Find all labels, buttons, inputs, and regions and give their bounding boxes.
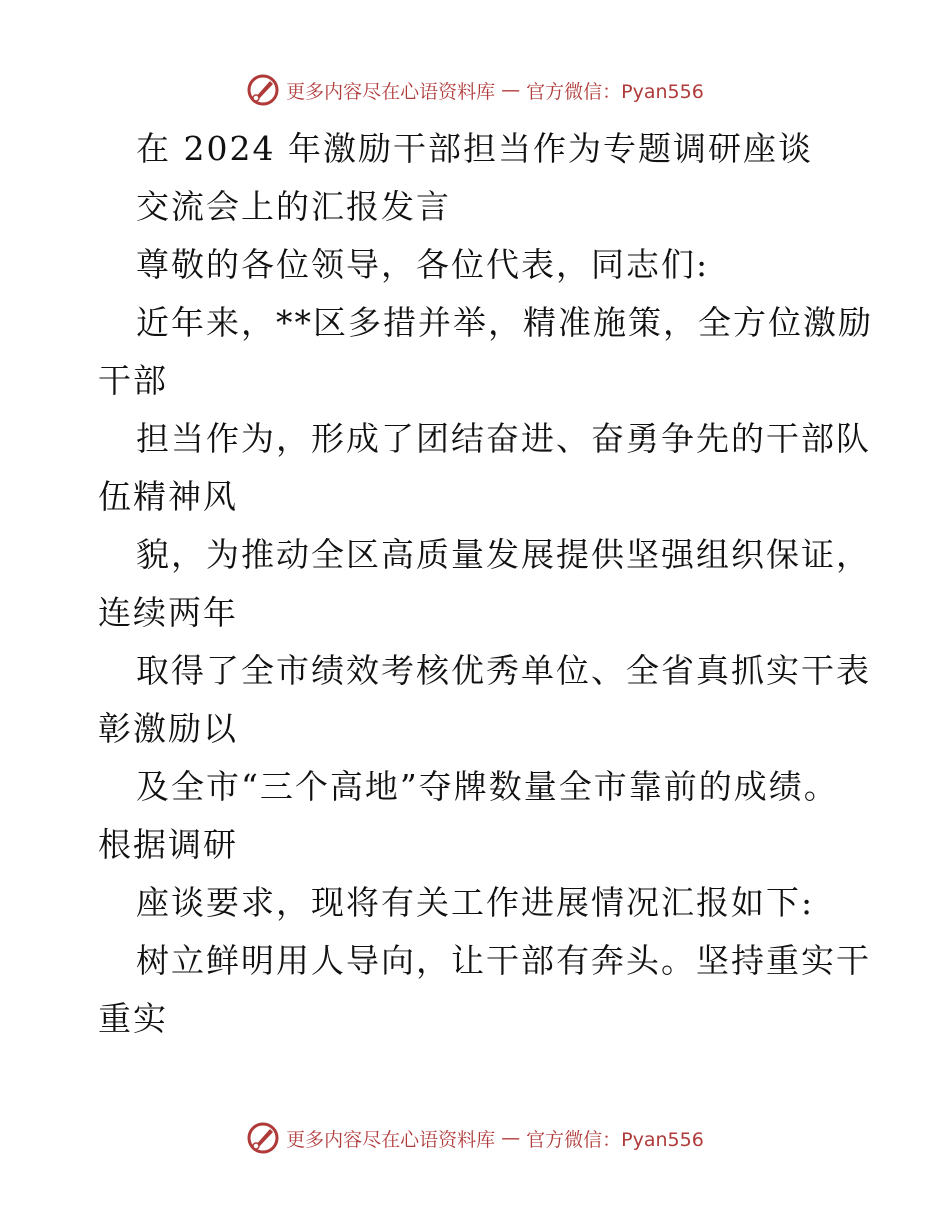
text-line-title-1: 在 2024 年激励干部担当作为专题调研座谈 [136,129,813,168]
watermark-contact: 官方微信：Pyan556 [526,1128,704,1151]
watermark-contact: 官方微信：Pyan556 [526,80,704,103]
text-line: 近年来，**区多措并举，精准施策，全方位激励 [136,303,873,342]
text-line: 伍精神风 [98,477,238,516]
text-line: 根据调研 [98,825,238,864]
text-line: 座谈要求，现将有关工作进展情况汇报如下: [136,883,815,922]
text-line: 干部 [98,361,168,400]
text-line-title-2: 交流会上的汇报发言 [136,187,451,226]
brush-logo-icon [246,73,280,107]
footer-watermark [0,1118,950,1158]
text-line-greeting: 尊敬的各位领导，各位代表，同志们: [136,245,710,284]
watermark-text: 更多内容尽在心语资料库 [286,80,496,103]
text-line: 连续两年 [98,593,238,632]
brush-logo-icon [246,1121,280,1155]
text-line: 貌，为推动全区高质量发展提供坚强组织保证， [136,535,871,574]
header-watermark [0,70,950,110]
watermark-text: 更多内容尽在心语资料库 [286,1128,496,1151]
document-body [98,120,873,1048]
text-line: 重实 [98,999,168,1038]
watermark-separator: — [501,79,521,101]
text-line: 取得了全市绩效考核优秀单位、全省真抓实干表 [136,651,871,690]
text-line: 树立鲜明用人导向，让干部有奔头。坚持重实干 [136,941,871,980]
text-line: 及全市“三个高地”夺牌数量全市靠前的成绩。 [136,767,839,806]
watermark-separator: — [501,1127,521,1149]
text-line: 彰激励以 [98,709,238,748]
text-line: 担当作为，形成了团结奋进、奋勇争先的干部队 [136,419,871,458]
